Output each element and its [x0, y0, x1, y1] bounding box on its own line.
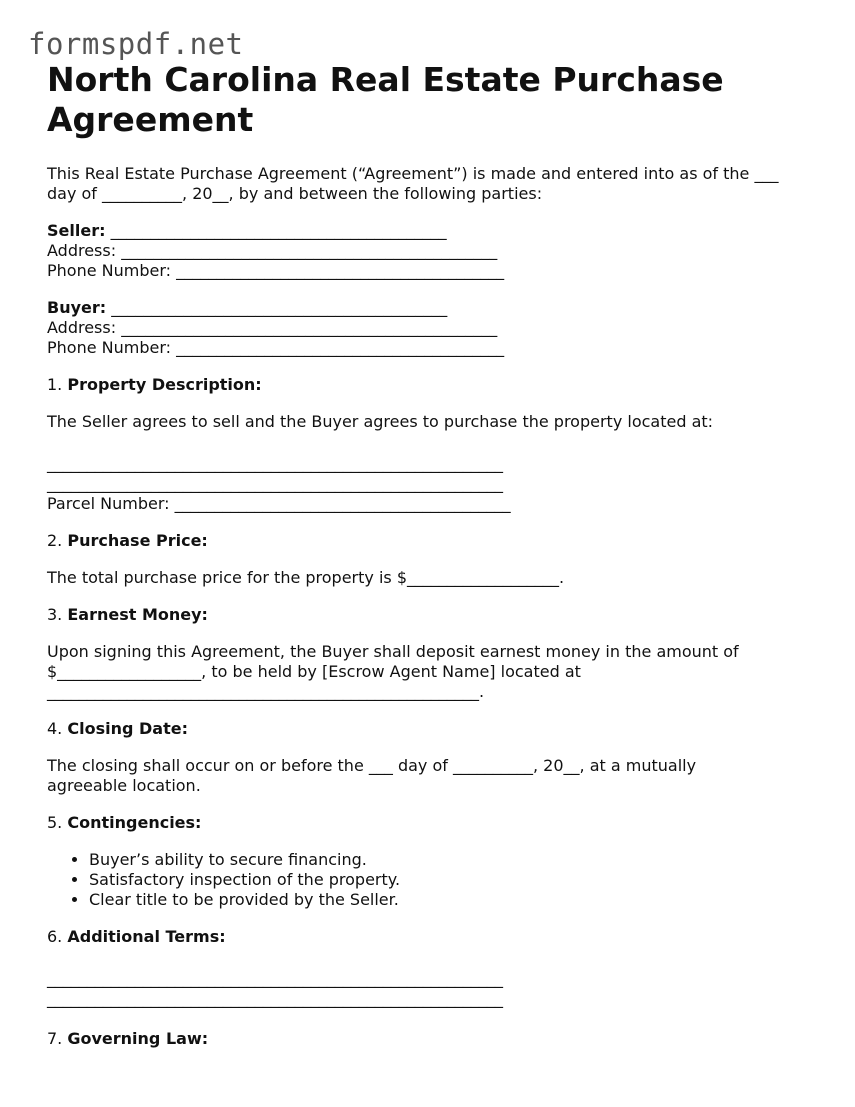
additional-blanks: [47, 969, 827, 1009]
seller-address-line: Address: _______________________________________________: [47, 241, 498, 260]
section-title: Closing Date:: [67, 719, 188, 738]
intro-paragraph: This Real Estate Purchase Agreement (“Agreement”) is made and entered into as of the ___ day of __________, 20__, by and between the following parties:: [47, 164, 779, 203]
section-number: 4.: [47, 719, 68, 738]
buyer-label: Buyer:: [47, 298, 107, 317]
seller-label: Seller:: [47, 221, 106, 240]
buyer-phone-line: Phone Number: _________________________________________: [47, 338, 505, 357]
buyer-block: [47, 298, 827, 358]
price-paragraph: The total purchase price for the property is $___________________.: [47, 568, 565, 587]
section-heading-additional: [47, 927, 827, 947]
section-heading-earnest: [47, 605, 827, 625]
property-paragraph: The Seller agrees to sell and the Buyer agrees to purchase the property located at:: [47, 412, 714, 431]
section-title: Governing Law:: [67, 1029, 209, 1048]
list-item: • Satisfactory inspection of the property.: [89, 870, 827, 890]
property-blank-line: _________________________________________________________: [47, 454, 503, 473]
buyer-name-line: [47, 298, 827, 318]
section-heading-closing: [47, 719, 827, 739]
seller-name-line: [47, 221, 827, 241]
property-blanks: [47, 454, 827, 514]
buyer-name-blank: __________________________________________: [106, 298, 448, 317]
seller-phone-line: Phone Number: _________________________________________: [47, 261, 505, 280]
contingencies-list: [47, 850, 827, 910]
section-heading-law: [47, 1029, 827, 1049]
additional-blank-line: _________________________________________________________: [47, 969, 503, 988]
section-title: Additional Terms:: [67, 927, 226, 946]
seller-name-blank: __________________________________________: [105, 221, 447, 240]
page-title: North Carolina Real Estate Purchase Agreement: [47, 60, 724, 139]
parcel-number-line: Parcel Number: __________________________________________: [47, 494, 511, 513]
closing-paragraph: The closing shall occur on or before the ___ day of __________, 20__, at a mutually agreeable location.: [47, 756, 697, 795]
list-item: • Buyer’s ability to secure financing.: [89, 850, 827, 870]
section-heading-contingencies: [47, 813, 827, 833]
section-number: 6.: [47, 927, 68, 946]
section-number: 1.: [47, 375, 68, 394]
section-title: Earnest Money:: [67, 605, 208, 624]
section-number: 2.: [47, 531, 68, 550]
section-heading-property: [47, 375, 827, 395]
section-number: 5.: [47, 813, 68, 832]
watermark: formspdf.net: [28, 27, 244, 61]
section-number: 7.: [47, 1029, 68, 1048]
list-item: • Clear title to be provided by the Seller.: [89, 890, 827, 910]
section-heading-price: [47, 531, 827, 551]
section-title: Purchase Price:: [67, 531, 208, 550]
section-title: Property Description:: [67, 375, 262, 394]
property-blank-line: _________________________________________________________: [47, 474, 503, 493]
additional-blank-line: _________________________________________________________: [47, 989, 503, 1008]
seller-block: [47, 221, 827, 281]
document-page: [47, 60, 827, 1049]
earnest-paragraph: Upon signing this Agreement, the Buyer shall deposit earnest money in the amount of $__________________, to be held by [Escrow Agent Name] located at ______________________________________________________.: [47, 642, 739, 701]
buyer-address-line: Address: _______________________________________________: [47, 318, 498, 337]
section-title: Contingencies:: [67, 813, 202, 832]
section-number: 3.: [47, 605, 68, 624]
